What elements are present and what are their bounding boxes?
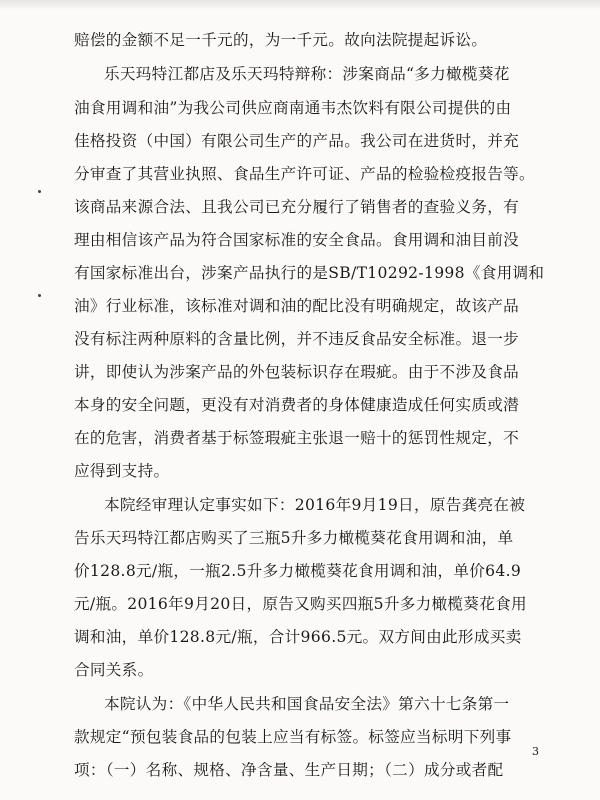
text-line-13: 在的危害，消费者基于标签瑕疵主张退一赔十的惩罚性规定，不 (74, 429, 520, 447)
text-line-20: 合同关系。 (74, 661, 154, 679)
text-line-18: 元/瓶。2016年9月20日，原告又购买四瓶5升多力橄榄葵花食用 (74, 595, 527, 613)
text-line-3: 油食用调和油”为我公司供应商南通韦杰饮料有限公司提供的由 (74, 99, 512, 117)
text-line-11: 讲，即使认为涉案产品的外包装标识存在瑕疵。由于不涉及食品 (74, 363, 520, 381)
scan-speck (38, 190, 41, 193)
text-line-19: 调和油，单价128.8元/瓶，合计966.5元。双方间由此形成买卖 (74, 628, 522, 646)
scan-edge (0, 0, 600, 10)
text-line-15: 本院经审理认定事实如下：2016年9月19日，原告龚亮在被 (104, 496, 526, 514)
text-line-22: 款规定“预包装食品的包装上应当有标签。标签应当标明下列事 (74, 728, 512, 746)
text-line-4: 佳格投资（中国）有限公司生产的产品。我公司在进货时，并充 (74, 132, 520, 150)
text-line-7: 理由相信该产品为符合国家标准的安全食品。食用调和油目前没 (74, 231, 520, 249)
scan-speck (38, 294, 41, 297)
text-line-2: 乐天玛特江都店及乐天玛特辩称：涉案商品“多力橄榄葵花 (104, 65, 510, 83)
page-number: 3 (532, 745, 539, 758)
text-line-6: 该商品来源合法、且我公司已充分履行了销售者的查验义务，有 (74, 198, 520, 216)
text-line-5: 分审查了其营业执照、食品生产许可证、产品的检验检疫报告等。 (74, 165, 535, 183)
text-line-23: 项：（一）名称、规格、净含量、生产日期；（二）成分或者配 (74, 761, 504, 779)
text-line-8: 有国家标准出台，涉案产品执行的是SB/T10292-1998《食用调和 (74, 264, 545, 282)
text-line-14: 应得到支持。 (74, 462, 170, 480)
text-line-21: 本院认为：《中华人民共和国食品安全法》第六十七条第一 (104, 695, 510, 713)
text-line-1: 赔偿的金额不足一千元的，为一千元。故向法院提起诉讼。 (74, 31, 488, 49)
text-line-9: 油》行业标准，该标准对调和油的配比没有明确规定，故该产品 (74, 297, 520, 315)
text-line-17: 价128.8元/瓶，一瓶2.5升多力橄榄葵花食用调和油，单价64.9 (74, 562, 522, 580)
text-line-12: 本身的安全问题，更没有对消费者的身体健康造成任何实质或潜 (74, 396, 520, 414)
text-line-10: 没有标注两种原料的含量比例，并不违反食品安全标准。退一步 (74, 330, 520, 348)
text-line-16: 告乐天玛特江都店购买了三瓶5升多力橄榄葵花食用调和油，单 (74, 529, 514, 547)
